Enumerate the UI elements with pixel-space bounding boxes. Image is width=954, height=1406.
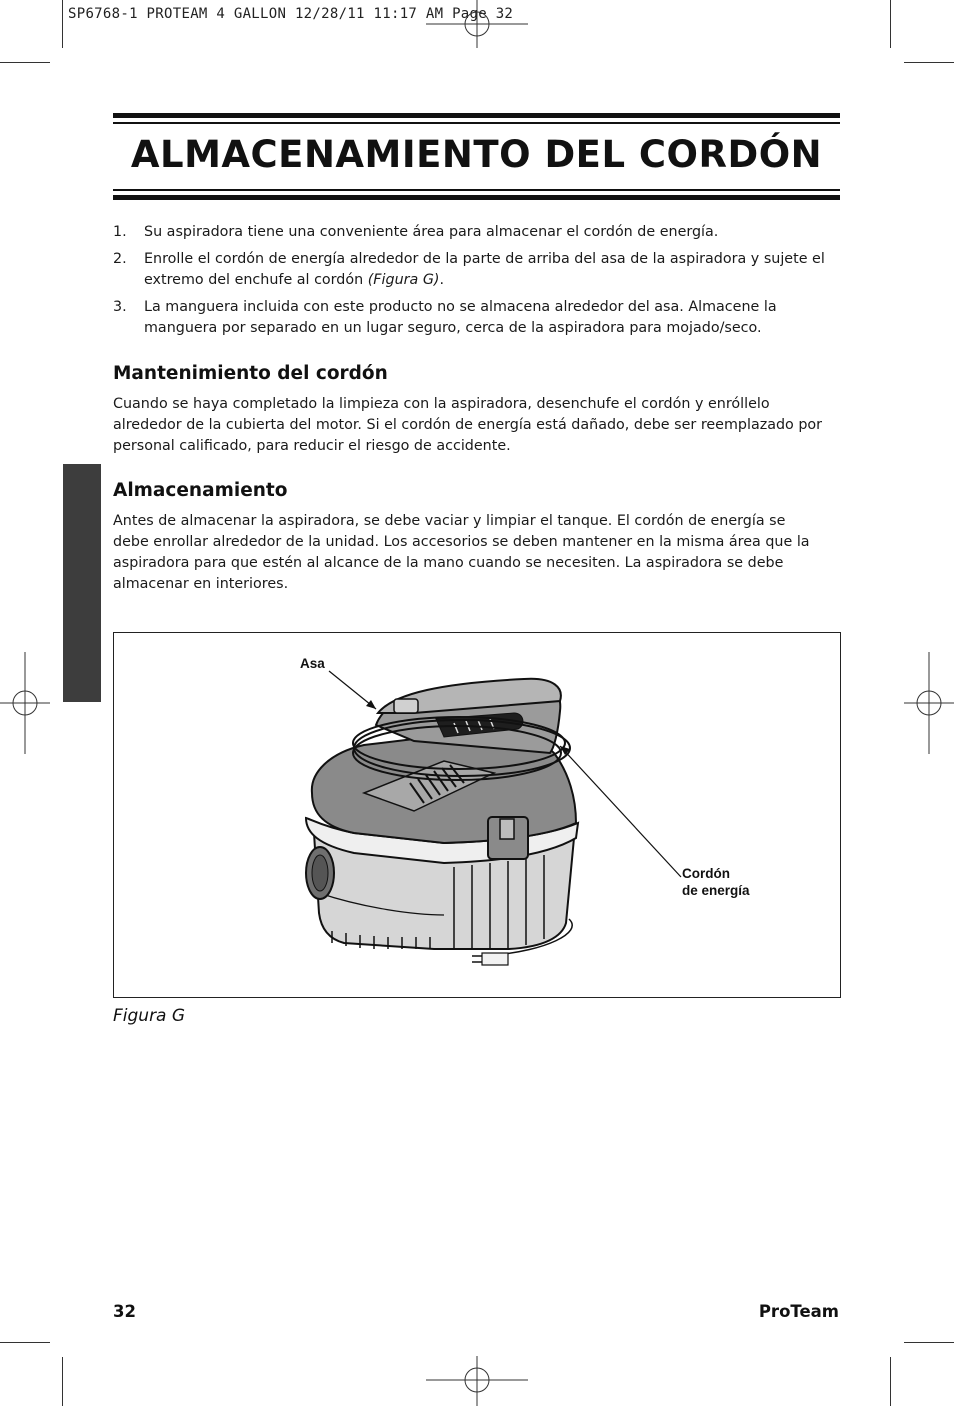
figure-caption: Figura G [113,1006,186,1026]
step-number: 2. [113,251,127,267]
storage-paragraph: Antes de almacenar la aspiradora, se debe vaciar y limpiar el tanque. El cordón de energía se debe enrollar alrededor de la unidad. Los accesorios se deben mantener en la misma área que la aspiradora para que estén al alcance de la mano cuando se necesiten. La aspiradora se debe almacenar en interiores. [113,513,810,592]
title-rule-bottom-thin [113,189,840,191]
cord-label-line-1: Cordón [682,866,730,881]
figure-frame [113,632,841,998]
print-slug-line: SP6768-1 PROTEAM 4 GALLON 12/28/11 11:17 AM Page 32 [68,6,514,22]
section-thumb-tab [63,464,101,702]
cord-label-line-2: de energía [682,883,750,898]
registration-mark-right [904,652,954,754]
storage-steps-list [113,222,840,345]
step-number: 1. [113,224,127,240]
registration-mark-top [426,0,528,50]
vacuum-illustration [114,633,840,997]
page-number: 32 [113,1302,136,1321]
step-number: 3. [113,299,127,315]
list-item [113,222,840,243]
cord-label [682,865,750,899]
footer-brand: ProTeam [758,1302,839,1321]
list-item [113,297,840,339]
step-text-end: . [439,272,445,288]
title-rule-top-thin [113,122,840,124]
step-text: Su aspiradora tiene una conveniente área para almacenar el cordón de energía. [144,224,719,240]
title-rule-bottom-thick [113,195,840,200]
list-item [113,249,840,291]
page-title: ALMACENAMIENTO DEL CORDÓN [130,133,823,176]
figure-reference: (Figura G) [367,272,440,288]
step-text: Enrolle el cordón de energía alrededor de la parte de arriba del asa de la aspiradora y sujete el extremo del enchufe al cordón [144,251,825,288]
storage-heading: Almacenamiento [113,480,288,501]
maintenance-paragraph: Cuando se haya completado la limpieza con la aspiradora, desenchufe el cordón y enróllelo alrededor de la cubierta del motor. Si el cordón de energía está dañado, debe ser reemplazado por personal calificado, para reducir el riesgo de accidente. [113,396,823,454]
title-rule-top-thick [113,113,840,118]
handle-label: Asa [300,656,325,671]
maintenance-heading: Mantenimiento del cordón [113,363,388,384]
step-text: La manguera incluida con este producto no se almacena alrededor del asa. Almacene la manguera por separado en un lugar seguro, cerca de la aspiradora para mojado/seco. [144,299,777,336]
registration-mark-bottom [426,1356,528,1406]
registration-mark-left [0,652,50,754]
